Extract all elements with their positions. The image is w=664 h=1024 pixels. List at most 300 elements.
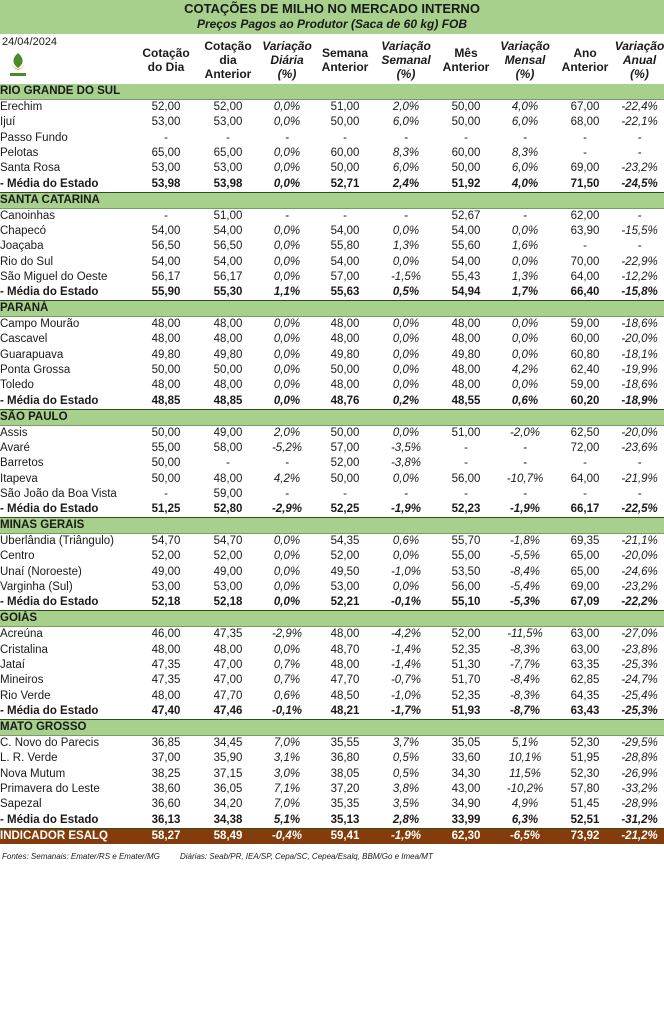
semana-anterior-cell: 47,70: [330, 674, 360, 687]
table-row: [0, 317, 664, 333]
location-cell: Pelotas: [0, 146, 39, 159]
column-header-mes-anterior: [437, 37, 495, 83]
variacao-diaria-cell: 0,6%: [273, 689, 301, 702]
column-header-line: Anterior: [561, 60, 609, 74]
variacao-anual-cell: -18,9%: [615, 394, 664, 410]
variacao-mensal-cell: 5,1%: [511, 736, 539, 749]
variacao-mensal-cell: -: [523, 488, 527, 501]
variacao-diaria-cell: -2,9%: [259, 502, 315, 518]
variacao-diaria-cell: 0,0%: [273, 255, 301, 268]
variacao-diaria-cell: 0,0%: [273, 146, 301, 159]
cotacao-anterior-cell: -: [226, 457, 230, 470]
location-cell: Itapeva: [0, 472, 38, 485]
cotacao-anterior-cell: 56,17: [213, 270, 243, 283]
variacao-mensal-cell: -6,5%: [495, 828, 555, 844]
location-cell: Primavera do Leste: [0, 782, 100, 795]
semana-anterior-cell: 59,41: [315, 828, 375, 844]
mes-anterior-cell: 33,60: [451, 752, 481, 765]
ano-anterior-cell: 63,90: [570, 224, 600, 237]
cotacao-anterior-cell: 48,00: [213, 643, 243, 656]
variacao-diaria-cell: 0,0%: [273, 101, 301, 113]
table-row: [0, 782, 664, 797]
variacao-anual-cell: -21,1%: [621, 535, 658, 548]
variacao-mensal-cell: 4,2%: [511, 364, 539, 377]
variacao-semanal-cell: 0,0%: [392, 255, 420, 268]
table-row: [0, 239, 664, 254]
variacao-diaria-cell: 0,0%: [259, 394, 315, 410]
variacao-anual-cell: -: [637, 209, 642, 222]
variacao-mensal-cell: -8,3%: [509, 689, 541, 702]
variacao-semanal-cell: -1,7%: [375, 704, 437, 720]
variacao-semanal-cell: -1,0%: [390, 565, 422, 578]
apromis-logo-icon: [8, 52, 28, 78]
column-header-line: Cotação: [204, 39, 252, 53]
variacao-mensal-cell: -: [523, 209, 527, 222]
semana-anterior-cell: 48,00: [330, 628, 360, 641]
variacao-semanal-cell: 3,5%: [392, 798, 420, 811]
semana-anterior-cell: 54,00: [330, 255, 360, 268]
location-cell: Rio Verde: [0, 689, 51, 702]
variacao-mensal-cell: -5,5%: [509, 550, 541, 563]
table-row: [0, 471, 664, 486]
variacao-anual-cell: -20,0%: [621, 550, 658, 563]
variacao-semanal-cell: -0,7%: [390, 674, 422, 687]
location-cell: C. Novo do Parecis: [0, 736, 100, 749]
cotacao-anterior-cell: 48,00: [213, 472, 243, 485]
variacao-mensal-cell: 0,0%: [511, 379, 539, 392]
semana-anterior-cell: 48,76: [315, 394, 375, 410]
variacao-diaria-cell: 3,1%: [273, 752, 301, 765]
column-header-variacao-mensal: [495, 37, 555, 83]
ano-anterior-cell: 52,51: [555, 813, 615, 829]
variacao-mensal-cell: -5,3%: [495, 595, 555, 611]
variacao-anual-cell: -33,2%: [621, 782, 658, 795]
variacao-semanal-cell: 6,0%: [392, 162, 420, 175]
state-name: GOIÁS: [0, 611, 664, 627]
cotacao-anterior-cell: 52,80: [197, 502, 259, 518]
column-header-cotacao-anterior: [197, 37, 259, 83]
variacao-mensal-cell: -10,2%: [506, 782, 544, 795]
variacao-diaria-cell: 0,0%: [273, 379, 301, 392]
location-cell: Centro: [0, 550, 35, 563]
variacao-anual-cell: -: [637, 146, 642, 159]
cotacao-dia-cell: 54,70: [151, 535, 181, 548]
variacao-mensal-cell: -: [523, 457, 527, 470]
mes-anterior-cell: 56,00: [451, 472, 481, 485]
cotacao-dia-cell: 52,00: [151, 101, 181, 113]
mes-anterior-cell: 50,00: [451, 162, 481, 175]
column-header-variacao-semanal: [375, 37, 437, 83]
mes-anterior-cell: 55,70: [451, 535, 481, 548]
variacao-diaria-cell: 0,0%: [273, 270, 301, 283]
variacao-diaria-cell: 0,0%: [273, 240, 301, 253]
ano-anterior-cell: 63,00: [570, 628, 600, 641]
variacao-diaria-cell: -0,4%: [259, 828, 315, 844]
variacao-anual-cell: -23,8%: [621, 643, 658, 656]
ano-anterior-cell: 69,35: [570, 535, 600, 548]
table-row: [0, 689, 664, 704]
semana-anterior-cell: 49,50: [330, 565, 360, 578]
variacao-mensal-cell: -5,4%: [509, 581, 541, 594]
column-header-semana-anterior: [315, 37, 375, 83]
ano-anterior-cell: 59,00: [570, 379, 600, 392]
location-cell: - Média do Estado: [0, 502, 135, 518]
location-cell: São Miguel do Oeste: [0, 270, 108, 283]
table-row: [0, 766, 664, 781]
table-row: [0, 100, 664, 116]
variacao-diaria-cell: 7,1%: [273, 782, 301, 795]
cotacao-anterior-cell: 54,00: [213, 255, 243, 268]
state-header-row: [0, 719, 664, 735]
ano-anterior-cell: -: [583, 131, 587, 144]
variacao-diaria-cell: 0,0%: [273, 565, 301, 578]
variacao-anual-cell: -19,9%: [621, 364, 658, 377]
column-header-line: Cotação: [142, 46, 190, 60]
cotacao-anterior-cell: 59,00: [213, 488, 243, 501]
cotacao-dia-cell: 47,35: [151, 659, 181, 671]
location-cell: - Média do Estado: [0, 595, 135, 611]
variacao-mensal-cell: -8,4%: [509, 565, 541, 578]
cotacao-dia-cell: 53,00: [151, 162, 181, 175]
column-header-line: dia: [219, 53, 237, 67]
variacao-diaria-cell: -: [285, 488, 289, 501]
semana-anterior-cell: 36,80: [330, 752, 360, 765]
location-cell: INDICADOR ESALQ: [0, 828, 135, 844]
page-title: COTAÇÕES DE MILHO NO MERCADO INTERNO: [184, 1, 480, 16]
semana-anterior-cell: 48,70: [330, 643, 360, 656]
mes-anterior-cell: -: [464, 441, 468, 454]
cotacao-anterior-cell: 49,00: [213, 565, 243, 578]
cotacao-dia-cell: 38,25: [151, 767, 181, 780]
variacao-anual-cell: -29,5%: [621, 736, 658, 749]
mes-anterior-cell: 33,99: [437, 813, 495, 829]
location-cell: Joaçaba: [0, 240, 44, 253]
variacao-semanal-cell: -3,8%: [390, 457, 422, 470]
state-name: PARANÁ: [0, 301, 664, 317]
table-row: [0, 130, 664, 145]
column-header-line: (%): [396, 67, 416, 81]
table-row: [0, 751, 664, 766]
cotacao-anterior-cell: 51,00: [213, 209, 243, 222]
ano-anterior-cell: 51,45: [570, 798, 600, 811]
variacao-diaria-cell: 0,0%: [273, 318, 301, 331]
cotacao-dia-cell: 36,13: [135, 813, 197, 829]
table-row: [0, 456, 664, 471]
mes-anterior-cell: 55,00: [451, 550, 481, 563]
variacao-semanal-cell: 6,0%: [392, 116, 420, 129]
cotacao-dia-cell: 52,00: [151, 550, 181, 563]
variacao-diaria-cell: 7,0%: [273, 736, 301, 749]
variacao-anual-cell: -27,0%: [621, 628, 658, 641]
quotes-table: [0, 84, 664, 844]
cotacao-anterior-cell: 48,00: [213, 379, 243, 392]
variacao-semanal-cell: 3,7%: [392, 736, 420, 749]
variacao-semanal-cell: 0,2%: [375, 394, 437, 410]
mes-anterior-cell: 43,00: [451, 782, 481, 795]
ano-anterior-cell: 52,30: [570, 767, 600, 780]
semana-anterior-cell: 54,00: [330, 224, 360, 237]
variacao-semanal-cell: 2,0%: [392, 101, 420, 113]
variacao-anual-cell: -20,0%: [621, 333, 658, 346]
variacao-mensal-cell: 0,0%: [511, 333, 539, 346]
state-average-row: [0, 394, 664, 410]
location-cell: Unaí (Noroeste): [0, 565, 82, 578]
variacao-mensal-cell: 0,0%: [511, 348, 539, 361]
location-cell: Nova Mutum: [0, 767, 66, 780]
cotacao-dia-cell: 48,00: [151, 689, 181, 702]
mes-anterior-cell: 51,00: [451, 426, 481, 439]
semana-anterior-cell: 49,80: [330, 348, 360, 361]
column-header-variacao-anual: [615, 37, 664, 83]
semana-anterior-cell: -: [343, 209, 347, 222]
cotacao-dia-cell: 48,85: [135, 394, 197, 410]
mes-anterior-cell: 52,35: [451, 689, 481, 702]
mes-anterior-cell: 50,00: [451, 101, 481, 113]
table-row: [0, 487, 664, 502]
column-header-line: Anual: [622, 53, 657, 67]
variacao-semanal-cell: 0,0%: [392, 333, 420, 346]
variacao-anual-cell: -25,3%: [621, 659, 658, 671]
variacao-diaria-cell: -: [285, 457, 289, 470]
state-header-row: [0, 409, 664, 425]
mes-anterior-cell: 35,05: [451, 736, 481, 749]
variacao-semanal-cell: 1,3%: [392, 240, 420, 253]
variacao-mensal-cell: -7,7%: [509, 659, 541, 671]
variacao-semanal-cell: 0,0%: [392, 426, 420, 439]
variacao-anual-cell: -15,5%: [621, 224, 658, 237]
cotacao-anterior-cell: 53,98: [197, 177, 259, 193]
variacao-diaria-cell: 0,0%: [273, 333, 301, 346]
variacao-mensal-cell: -: [523, 441, 527, 454]
state-header-row: [0, 192, 664, 208]
mes-anterior-cell: 60,00: [451, 146, 481, 159]
cotacao-anterior-cell: 65,00: [213, 146, 243, 159]
variacao-anual-cell: -18,1%: [621, 348, 658, 361]
variacao-anual-cell: -28,8%: [621, 752, 658, 765]
mes-anterior-cell: -: [464, 131, 468, 144]
cotacao-dia-cell: 49,00: [151, 565, 181, 578]
mes-anterior-cell: 52,35: [451, 643, 481, 656]
location-cell: Acreúna: [0, 628, 43, 641]
state-header-row: [0, 611, 664, 627]
sources-weekly: Fontes: Semanais: Emater/RS e Emater/MG: [2, 852, 160, 861]
variacao-mensal-cell: 6,0%: [511, 116, 539, 129]
state-header-row: [0, 301, 664, 317]
variacao-diaria-cell: 0,0%: [273, 550, 301, 563]
variacao-mensal-cell: 6,0%: [511, 162, 539, 175]
semana-anterior-cell: 52,00: [330, 457, 360, 470]
cotacao-dia-cell: 55,90: [135, 285, 197, 301]
variacao-diaria-cell: 0,0%: [273, 535, 301, 548]
cotacao-anterior-cell: 54,00: [213, 224, 243, 237]
variacao-semanal-cell: 0,6%: [392, 535, 420, 548]
semana-anterior-cell: 48,00: [330, 379, 360, 392]
variacao-diaria-cell: 0,7%: [273, 659, 301, 671]
ano-anterior-cell: -: [583, 457, 587, 470]
cotacao-dia-cell: -: [164, 209, 168, 222]
ano-anterior-cell: 65,00: [570, 565, 600, 578]
state-average-row: [0, 704, 664, 720]
semana-anterior-cell: 50,00: [330, 364, 360, 377]
variacao-mensal-cell: 4,0%: [495, 177, 555, 193]
location-cell: Mineiros: [0, 674, 44, 687]
ano-anterior-cell: 66,40: [555, 285, 615, 301]
cotacao-dia-cell: 53,98: [135, 177, 197, 193]
cotacao-anterior-cell: 36,05: [213, 782, 243, 795]
variacao-semanal-cell: 0,0%: [392, 581, 420, 594]
ano-anterior-cell: 51,95: [570, 752, 600, 765]
variacao-mensal-cell: 4,0%: [511, 101, 539, 113]
ano-anterior-cell: 72,00: [570, 441, 600, 454]
semana-anterior-cell: 48,00: [330, 333, 360, 346]
variacao-semanal-cell: -1,4%: [390, 659, 422, 671]
variacao-semanal-cell: 2,4%: [375, 177, 437, 193]
mes-anterior-cell: 34,30: [451, 767, 481, 780]
cotacao-anterior-cell: 34,20: [213, 798, 243, 811]
ano-anterior-cell: 62,85: [570, 674, 600, 687]
cotacao-dia-cell: 54,00: [151, 255, 181, 268]
variacao-mensal-cell: 4,9%: [511, 798, 539, 811]
location-cell: - Média do Estado: [0, 394, 135, 410]
table-row: [0, 549, 664, 564]
variacao-anual-cell: -28,9%: [621, 798, 658, 811]
semana-anterior-cell: 37,20: [330, 782, 360, 795]
variacao-anual-cell: -18,6%: [621, 379, 658, 392]
mes-anterior-cell: 56,00: [451, 581, 481, 594]
state-average-row: [0, 177, 664, 193]
cotacao-anterior-cell: 52,18: [197, 595, 259, 611]
cotacao-dia-cell: 50,00: [151, 364, 181, 377]
variacao-diaria-cell: 1,1%: [259, 285, 315, 301]
variacao-diaria-cell: -5,2%: [271, 441, 303, 454]
cotacao-dia-cell: 36,60: [151, 798, 181, 811]
ano-anterior-cell: 62,50: [570, 426, 600, 439]
mes-anterior-cell: 54,00: [451, 224, 481, 237]
mes-anterior-cell: 55,60: [451, 240, 481, 253]
variacao-anual-cell: -22,9%: [621, 255, 658, 268]
location-cell: Avaré: [0, 441, 30, 454]
cotacao-dia-cell: 49,80: [151, 348, 181, 361]
variacao-diaria-cell: -: [285, 131, 289, 144]
cotacao-anterior-cell: 35,90: [213, 752, 243, 765]
table-row: [0, 425, 664, 441]
table-row: [0, 224, 664, 239]
location-cell: Ijuí: [0, 116, 16, 129]
cotacao-anterior-cell: 47,46: [197, 704, 259, 720]
location-cell: Toledo: [0, 379, 34, 392]
cotacao-dia-cell: 50,00: [151, 472, 181, 485]
table-row: [0, 270, 664, 285]
semana-anterior-cell: 50,00: [330, 116, 360, 129]
variacao-anual-cell: -: [637, 457, 642, 470]
location-cell: Cristalina: [0, 643, 48, 656]
cotacao-anterior-cell: 34,45: [213, 736, 243, 749]
column-header-line: Semanal: [381, 53, 431, 67]
state-average-row: [0, 595, 664, 611]
variacao-diaria-cell: 0,7%: [273, 674, 301, 687]
semana-anterior-cell: 35,13: [315, 813, 375, 829]
variacao-diaria-cell: -0,1%: [259, 704, 315, 720]
location-cell: Varginha (Sul): [0, 581, 73, 594]
column-header-line: (%): [630, 67, 649, 81]
table-row: [0, 735, 664, 751]
ano-anterior-cell: 70,00: [570, 255, 600, 268]
ano-anterior-cell: 66,17: [555, 502, 615, 518]
state-average-row: [0, 502, 664, 518]
state-name: MINAS GERAIS: [0, 518, 664, 534]
semana-anterior-cell: 38,05: [330, 767, 360, 780]
variacao-semanal-cell: -1,9%: [375, 502, 437, 518]
cotacao-anterior-cell: 54,70: [213, 535, 243, 548]
variacao-mensal-cell: 1,7%: [495, 285, 555, 301]
location-cell: Sapezal: [0, 798, 42, 811]
semana-anterior-cell: 50,00: [330, 162, 360, 175]
mes-anterior-cell: 48,00: [451, 379, 481, 392]
column-header-line: (%): [515, 67, 535, 81]
variacao-semanal-cell: 0,0%: [392, 348, 420, 361]
cotacao-anterior-cell: -: [226, 131, 230, 144]
semana-anterior-cell: 55,63: [315, 285, 375, 301]
variacao-semanal-cell: -: [404, 131, 408, 144]
ano-anterior-cell: 57,80: [570, 782, 600, 795]
mes-anterior-cell: 52,00: [451, 628, 481, 641]
ano-anterior-cell: 69,00: [570, 162, 600, 175]
report-date: 24/04/2024: [2, 36, 58, 48]
variacao-semanal-cell: 0,0%: [392, 224, 420, 237]
ano-anterior-cell: -: [583, 488, 587, 501]
variacao-diaria-cell: 0,0%: [273, 224, 301, 237]
mes-anterior-cell: 53,50: [451, 565, 481, 578]
variacao-anual-cell: -21,9%: [621, 472, 658, 485]
variacao-mensal-cell: -: [523, 131, 527, 144]
column-header-line: Diária: [270, 53, 304, 67]
column-header-line: Anterior: [321, 60, 369, 74]
cotacao-anterior-cell: 50,00: [213, 364, 243, 377]
variacao-semanal-cell: -0,1%: [375, 595, 437, 611]
state-average-row: [0, 285, 664, 301]
column-header-line: Variação: [500, 39, 550, 53]
location-cell: Campo Mourão: [0, 318, 80, 331]
mes-anterior-cell: 49,80: [451, 348, 481, 361]
variacao-anual-cell: -22,5%: [615, 502, 664, 518]
cotacao-dia-cell: 48,00: [151, 333, 181, 346]
cotacao-dia-cell: 48,00: [151, 379, 181, 392]
table-row: [0, 363, 664, 378]
location-cell: Santa Rosa: [0, 162, 61, 175]
cotacao-anterior-cell: 53,00: [213, 581, 243, 594]
variacao-diaria-cell: 0,0%: [273, 364, 301, 377]
table-row: [0, 580, 664, 595]
variacao-semanal-cell: -3,5%: [390, 441, 422, 454]
table-row: [0, 115, 664, 130]
variacao-diaria-cell: 0,0%: [273, 348, 301, 361]
variacao-semanal-cell: -: [404, 488, 408, 501]
state-header-row: [0, 518, 664, 534]
variacao-anual-cell: -21,2%: [615, 828, 664, 844]
cotacao-anterior-cell: 37,15: [213, 767, 243, 780]
location-cell: Jataí: [0, 659, 25, 671]
semana-anterior-cell: -: [343, 488, 347, 501]
cotacao-dia-cell: 37,00: [151, 752, 181, 765]
semana-anterior-cell: 48,50: [330, 689, 360, 702]
variacao-mensal-cell: -8,3%: [509, 643, 541, 656]
cotacao-anterior-cell: 47,00: [213, 674, 243, 687]
semana-anterior-cell: 35,35: [330, 798, 360, 811]
variacao-anual-cell: -: [637, 131, 642, 144]
variacao-semanal-cell: 0,0%: [392, 472, 420, 485]
mes-anterior-cell: 48,55: [437, 394, 495, 410]
column-header-line: Anterior: [442, 60, 490, 74]
